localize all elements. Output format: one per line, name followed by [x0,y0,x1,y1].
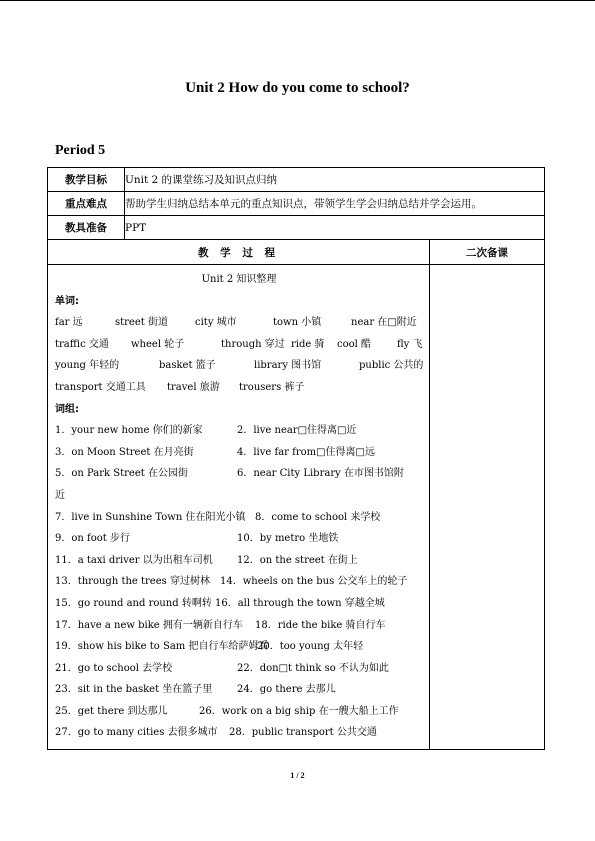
phrase-item: 12．on the street 在街上 [237,554,358,566]
phrase-line [55,679,423,701]
word-item: public 公共的 [359,360,424,372]
page-title: Unit 2 How do you come to school? [185,80,410,96]
phrase-item: 28．public transport 公共交通 [229,727,377,739]
phrase-line [55,485,423,507]
phrase-line [55,701,423,723]
word-item: ride 骑 [291,338,325,350]
phrase-item: 26．work on a big ship 在一艘大船上工作 [199,705,399,717]
phrase-item: 24．go there 去那儿 [237,684,336,696]
phrase-item: 17．have a new bike 拥有一辆新自行车 [55,619,243,631]
phrase-line [55,442,423,464]
phrase-item: 13．through the trees 穿过树林 [55,576,210,588]
info-row-objective [48,168,545,192]
phrase-line [55,615,423,637]
phrase-item: 20．too young 太年轻 [257,641,364,653]
word-item: transport 交通工具 [55,381,146,393]
info-label: 重点难点 [48,192,125,216]
section-subtitle: Unit 2 知识整理 [201,274,277,285]
phrase-item: 21．go to school 去学校 [55,662,173,674]
phrase-line [55,507,423,529]
phrase-item: 25．get there 到达那儿 [55,705,168,717]
word-item: young 年轻的 [55,360,120,372]
phrase-line [55,571,423,593]
word-line [55,377,423,399]
phrase-line [55,420,423,442]
word-item: basket 篮子 [159,360,216,372]
word-line [55,355,423,377]
phrase-line [55,550,423,572]
phrase-item: 22．don□t think so 不认为如此 [237,662,389,674]
word-item: fly 飞 [397,338,423,350]
info-label: 教具准备 [48,216,125,240]
word-item: library 图书馆 [254,360,322,372]
phrase-item: 近 [55,489,65,501]
phrase-line [55,528,423,550]
phrase-item: 3．on Moon Street 在月亮街 [55,446,194,458]
phrase-item: 1．your new home 你们的新家 [55,425,203,437]
phrase-item: 18．ride the bike 骑自行车 [255,619,386,631]
phrase-item: 10．by metro 坐地铁 [237,533,339,545]
phrase-item: 6．near City Library 在市图书馆附 [237,468,404,480]
info-row-materials [48,216,545,240]
info-label: 教学目标 [48,168,125,192]
word-item: street 街道 [115,317,168,329]
content-row [48,265,545,750]
info-value: 帮助学生归纳总结本单元的重点知识点，带领学生学会归纳总结并学会运用。 [125,192,545,216]
second-prep-column [430,265,545,750]
phrase-item: 19．show his bike to Sam 把自行车给萨姆看 [55,641,269,653]
phrases-heading: 词组: [55,403,79,415]
info-value: Unit 2 的课堂练习及知识点归纳 [125,168,545,192]
info-value: PPT [125,216,545,240]
phrase-item: 7．live in Sunshine Town 住在阳光小镇 [55,511,246,523]
words-heading: 单词: [55,295,79,307]
word-item: far 远 [55,317,83,329]
phrase-line [55,636,423,658]
period-label: Period 5 [55,143,106,158]
word-item: city 城市 [195,317,237,329]
phrase-item: 11．a taxi driver 以为出租车司机 [55,554,213,566]
phrase-item: 4．live far from□住得离□远 [237,446,376,458]
phrase-line [55,722,423,744]
lesson-plan-table [47,167,545,750]
process-header: 教 学 过 程 [48,240,430,265]
phrase-item: 8．come to school 来学校 [255,511,381,523]
phrase-item: 23．sit in the basket 坐在篮子里 [55,684,213,696]
second-prep-header: 二次备课 [430,240,545,265]
phrase-line [55,658,423,680]
phrase-item: 9．on foot 步行 [55,533,130,545]
process-content [48,265,430,750]
phrase-item: 15．go round and round 转啊转 [55,597,212,609]
word-line [55,312,423,334]
phrase-item: 16．all through the town 穿越全城 [215,597,385,609]
word-item: near 在□附近 [351,317,417,329]
phrase-item: 5．on Park Street 在公园街 [55,468,188,480]
info-row-key-points [48,192,545,216]
word-line [55,334,423,356]
phrase-item: 2．live near□住得离□近 [237,425,357,437]
phrase-item: 14．wheels on the bus 公交车上的轮子 [220,576,408,588]
word-item: cool 酷 [337,338,372,350]
top-rule [0,0,595,1]
word-item: traffic 交通 [55,338,109,350]
word-item: wheel 轮子 [131,338,185,350]
word-item: travel 旅游 [167,381,220,393]
phrase-line [55,593,423,615]
page-number: 1 / 2 [290,771,305,780]
phrase-line [55,463,423,485]
process-header-row [48,240,545,265]
phrase-item: 27．go to many cities 去很多城市 [55,727,218,739]
word-item: through 穿过 [221,338,285,350]
word-item: trousers 裤子 [239,381,305,393]
word-item: town 小镇 [273,317,322,329]
